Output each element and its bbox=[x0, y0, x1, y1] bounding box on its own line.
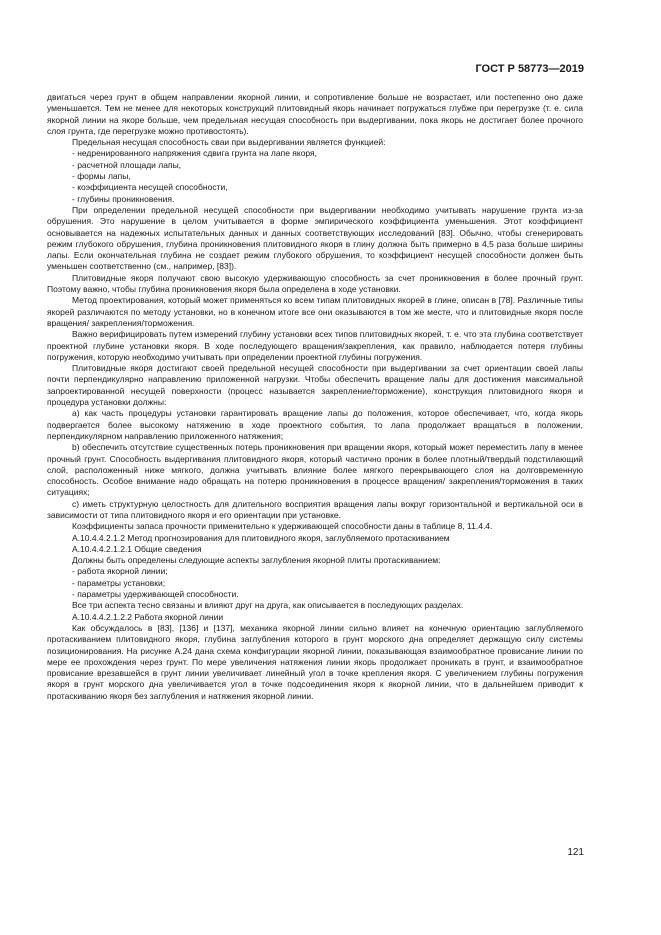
list-item: - недренированного напряжения сдвига грунта на лапе якоря, bbox=[72, 148, 318, 159]
paragraph: Плитовидные якоря получают свою высокую удерживающую способность за счет проникновения в более прочный грунт. Поэтому важно, чтобы глубина проникновения якоря была определена в ходе установки. bbox=[47, 272, 583, 295]
paragraph: А.10.4.4.2.1.2.2 Работа якорной линии bbox=[72, 611, 224, 622]
paragraph: с) иметь структурную целостность для длительного восприятия вращения лапы вокруг горизонтальной и вертикальной оси в зависимости от типа плитовидного якоря и его ориентации при установке. bbox=[47, 498, 583, 520]
document-body bbox=[47, 92, 583, 702]
list-item: - формы лапы, bbox=[72, 171, 131, 182]
list-item: - коэффициента несущей способности, bbox=[72, 182, 228, 193]
paragraph: А.10.4.4.2.1.2.1 Общие сведения bbox=[72, 543, 202, 554]
document-header: ГОСТ Р 58773—2019 bbox=[475, 63, 584, 75]
paragraph: Как обсуждалось в [83], [136] и [137], механика якорной линии сильно влияет на конечную ориентацию заглубляемого протаскиванием плитовидного якоря, глубина заглубления которого в грунт морского дна определяет держащую силу системы позиционирования. На рисунке А.24 дана схема конфигурации якорной линии, показывающая взаимообратное провисание линии по мере ее прохождения через грунт. По мере увеличения натяжения линии якорь продолжает проникать в грунт, и взаимообратное провисание врезавшейся в грунт линии увеличивает линейный угол в точке крепления якоря. С увеличением глубины погружения якоря в грунт морского дна увеличивается угол в точке подсоединения якоря к якорной линии, что в дальнейшем приводит к протаскиванию якоря без заглубления и натяжения якорной линии. bbox=[47, 622, 583, 701]
paragraph: Коэффициенты запаса прочности применительно к удерживающей способности даны в таблице 8, 11.4.4. bbox=[72, 521, 493, 532]
list-item: - параметры удерживающей способности. bbox=[72, 589, 239, 600]
list-item: - параметры установки; bbox=[72, 577, 166, 588]
page-number: 121 bbox=[567, 847, 584, 858]
paragraph: А.10.4.4.2.1.2 Метод прогнозирования для плитовидного якоря, заглубляемого протаскиванием bbox=[72, 532, 450, 543]
list-item: - расчетной площади лапы, bbox=[72, 159, 182, 170]
paragraph: а) как часть процедуры установки гарантировать вращение лапы до положения, которое обеспечивает, что, когда якорь подвергается более высокому натяжению в ходе проектного события, то лапа продолжает вращаться в положении, перпендикулярном направлению приложенного натяжения; bbox=[47, 408, 583, 441]
paragraph: Важно верифицировать путем измерений глубину установки всех типов плитовидных якорей, т. е. что эта глубина соответствует проектной глубине установки якоря. В ходе последующего вращения/закрепления, как правило, наблюдается потеря глубины погружения, которую необходимо учитывать при определении проектной глубины погружения. bbox=[47, 329, 583, 362]
paragraph: двигаться через грунт в общем направлении якорной линии, и сопротивление больше не возрастает, или постепенно оно даже уменьшается. Тем не менее для некоторых конструкций плитовидный якорь начинает погружаться глубже при перегрузке (т. е. сила якорной линии на якоре больше, чем предельная несущая способность при выдергивании, пока якорь не достигает более прочного слоя грунта, где перегрузке можно противостоять). bbox=[47, 92, 583, 136]
paragraph: Должны быть определены следующие аспекты заглубления якорной плиты протаскиванием: bbox=[72, 555, 441, 566]
paragraph: Предельная несущая способность сваи при выдергивании является функцией: bbox=[72, 137, 386, 148]
paragraph: При определении предельной несущей способности при выдергивании необходимо учитывать нарушение грунта из-за обрушения. Это нарушение в целом учитывается в форме эмпирического коэффициента уменьшения. Этот коэффициент основывается на надежных испытательных данных и данных соответствующих исследований [83]. Обычно, чтобы сгенерировать режим глубокого обрушения, глубина проникновения плитовидного якоря в глину должна быть примерно в 4,5 раза больше ширины лапы. Если окончательная глубина не создает режим глубокого обрушения, то коэффициент несущей способности должен быть уменьшен соответственно (см., например, [83]). bbox=[47, 204, 583, 272]
paragraph: b) обеспечить отсутствие существенных потерь проникновения при вращении якоря, который может переместить лапу в менее прочный грунт. Способность выдергивания плитовидного якоря, который частично проник в более плотный/твердый подстилающий слой, расположенный ниже мягкого, должна учитывать влияние более мягкого перекрывающего слоя на долговременную способность. Особое внимание надо обращать на потерю проникновения в процессе вращения/ закрепления/торможения в таких ситуациях; bbox=[47, 442, 583, 498]
paragraph: Плитовидные якоря достигают своей предельной несущей способности при выдергивании за счет ориентации своей лапы почти перпендикулярно направлению приложенной нагрузки. Чтобы обеспечить вращение лапы для достижения максимальной запроектированной несущей поверхности (процесс называется закрепление/торможение), конструкция плитовидного якоря и процедура установки должны: bbox=[47, 363, 583, 408]
paragraph: Метод проектирования, который может применяться ко всем типам плитовидных якорей в глине, описан в [78]. Различные типы якорей различаются по методу установки, но в конечном итоге все они оказываются в том же месте, что и плитовидные якоря после вращения/ закрепления/торможения. bbox=[47, 295, 583, 328]
paragraph: Все три аспекта тесно связаны и влияют друг на друга, как описывается в последующих разделах. bbox=[72, 600, 464, 611]
list-item: - работа якорной линии; bbox=[72, 566, 168, 577]
list-item: - глубины проникновения. bbox=[72, 193, 175, 204]
